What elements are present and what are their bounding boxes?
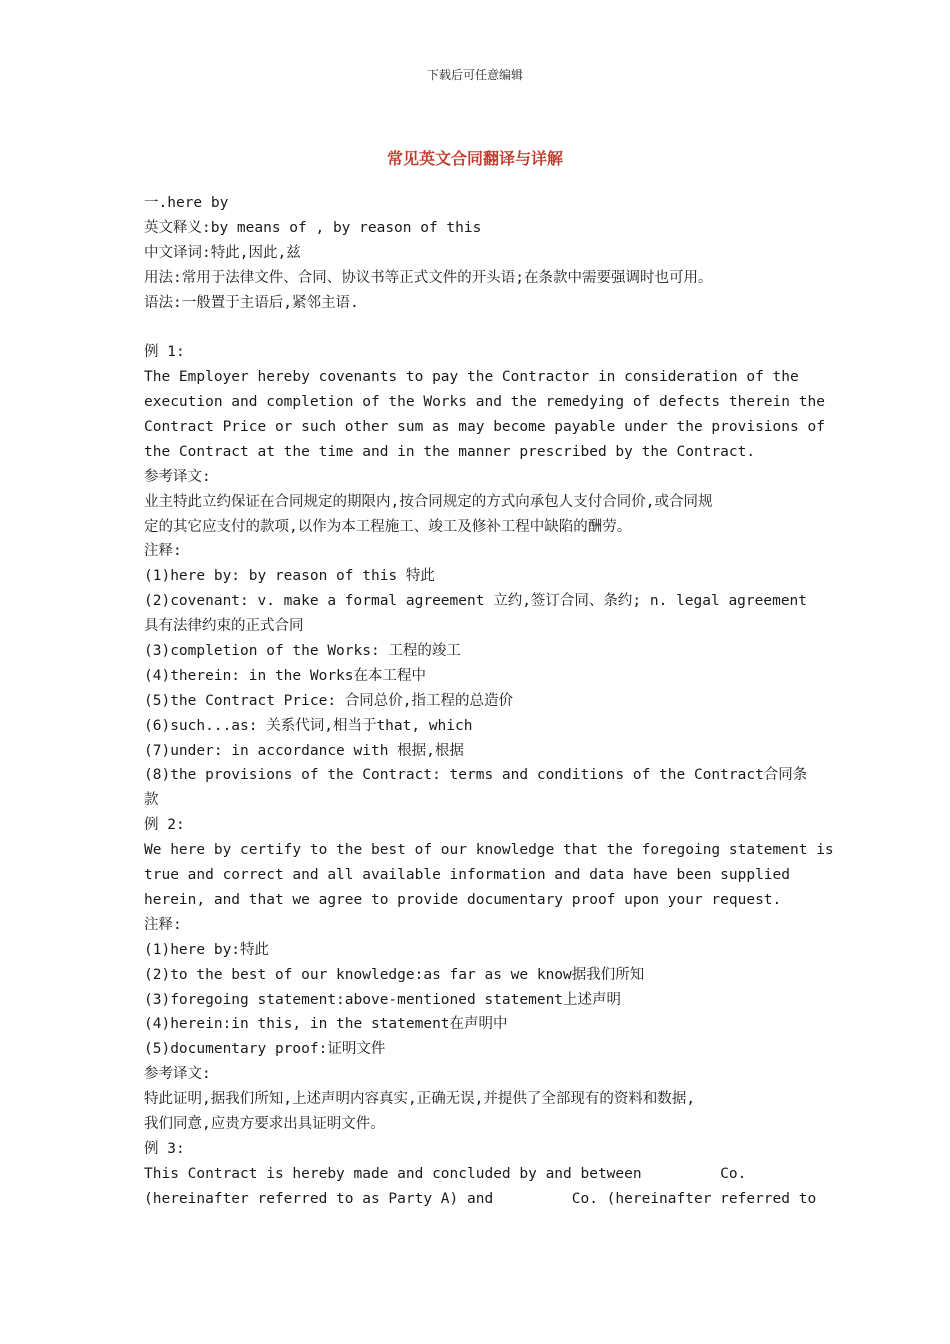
text-line: (4)herein:in this, in the statement在声明中 bbox=[144, 1016, 508, 1033]
text-line: 例 1: bbox=[144, 344, 185, 361]
document-title: 常见英文合同翻译与详解 bbox=[386, 149, 563, 168]
text-line: This Contract is hereby made and concluded by and between Co. bbox=[144, 1165, 747, 1182]
text-line: 款 bbox=[144, 792, 159, 809]
page-header: 下载后可任意编辑 bbox=[426, 68, 523, 82]
text-line: The Employer hereby covenants to pay the Contractor in consideration of the bbox=[144, 369, 799, 386]
text-line: (5)the Contract Price: 合同总价,指工程的总造价 bbox=[144, 692, 514, 709]
text-line: We here by certify to the best of our knowledge that the foregoing statement is bbox=[144, 842, 834, 859]
text-line: 例 2: bbox=[144, 817, 185, 834]
text-line: 具有法律约束的正式合同 bbox=[144, 618, 304, 635]
text-line: the Contract at the time and in the manner prescribed by the Contract. bbox=[144, 443, 756, 460]
text-line: herein, and that we agree to provide documentary proof upon your request. bbox=[144, 891, 782, 908]
text-line: (1)here by:特此 bbox=[144, 941, 270, 958]
text-line: 注释: bbox=[144, 916, 182, 933]
text-line: 中文译词:特此,因此,兹 bbox=[144, 244, 301, 261]
text-line: 英文释义:by means of , by reason of this bbox=[144, 219, 482, 236]
text-line: 例 3: bbox=[144, 1140, 185, 1157]
text-line: execution and completion of the Works and the remedying of defects therein the bbox=[144, 394, 825, 411]
text-line: 参考译文: bbox=[144, 468, 211, 485]
text-line: 用法:常用于法律文件、合同、协议书等正式文件的开头语;在条款中需要强调时也可用。 bbox=[144, 269, 713, 286]
text-line: 我们同意,应贵方要求出具证明文件。 bbox=[144, 1115, 385, 1132]
text-line: 定的其它应支付的款项,以作为本工程施工、竣工及修补工程中缺陷的酬劳。 bbox=[144, 518, 632, 535]
document-body bbox=[144, 191, 834, 1212]
text-line bbox=[144, 315, 814, 340]
text-line: (8)the provisions of the Contract: terms and conditions of the Contract合同条 bbox=[144, 767, 808, 784]
text-line: 语法:一般置于主语后,紧邻主语. bbox=[144, 294, 359, 311]
text-line: (3)foregoing statement:above-mentioned statement上述声明 bbox=[144, 991, 622, 1008]
text-line: (3)completion of the Works: 工程的竣工 bbox=[144, 643, 461, 660]
text-line: (2)to the best of our knowledge:as far as we know据我们所知 bbox=[144, 966, 645, 983]
text-line: (7)under: in accordance with 根据,根据 bbox=[144, 742, 464, 759]
text-line: 注释: bbox=[144, 543, 182, 560]
text-line: true and correct and all available information and data have been supplied bbox=[144, 867, 791, 884]
text-line: 一.here by bbox=[144, 195, 229, 211]
text-line: (6)such...as: 关系代词,相当于that, which bbox=[144, 717, 473, 734]
text-line: (1)here by: by reason of this 特此 bbox=[144, 568, 435, 585]
text-line: (2)covenant: v. make a formal agreement 立约,签订合同、条约; n. legal agreement bbox=[144, 593, 808, 610]
text-line: 特此证明,据我们所知,上述声明内容真实,正确无误,并提供了全部现有的资料和数据, bbox=[144, 1091, 696, 1108]
text-line: (4)therein: in the Works在本工程中 bbox=[144, 667, 427, 684]
text-line: Contract Price or such other sum as may become payable under the provisions of bbox=[144, 419, 825, 436]
text-line: (5)documentary proof:证明文件 bbox=[144, 1041, 386, 1058]
text-line: 业主特此立约保证在合同规定的期限内,按合同规定的方式向承包人支付合同价,或合同规 bbox=[144, 493, 713, 510]
text-line: 参考译文: bbox=[144, 1066, 211, 1083]
text-line: (hereinafter referred to as Party A) and Co. (hereinafter referred to bbox=[144, 1190, 817, 1207]
